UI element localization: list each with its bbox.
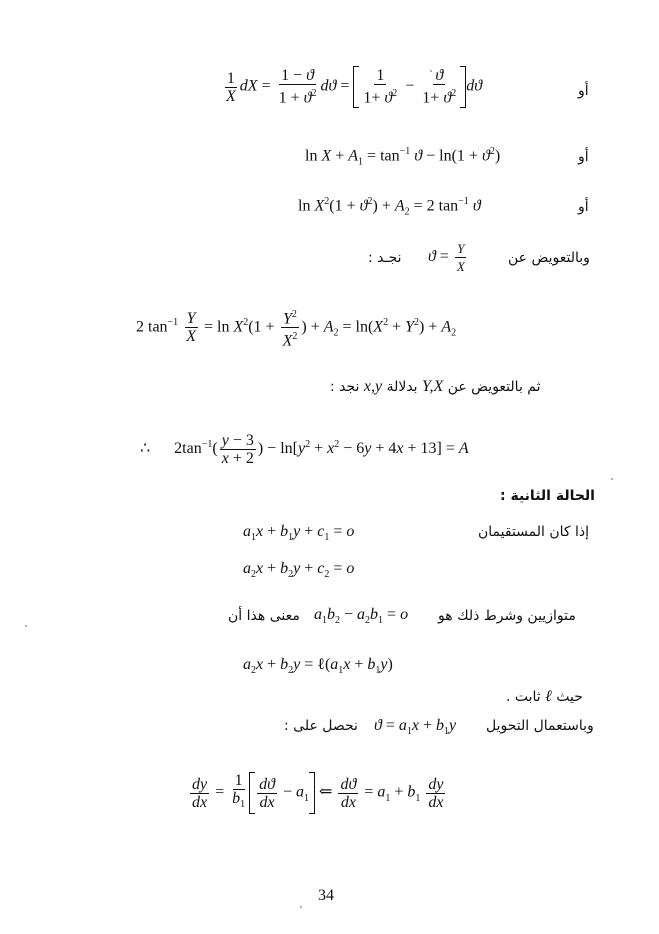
then-substitution-line xyxy=(330,378,541,396)
where-constant-line xyxy=(506,688,583,706)
page-number: 34 xyxy=(318,887,334,904)
equation-line-13: $\frac{dy}{dx}$ = $\frac{1}{b_1}$ $\frac{dϑ}{dx}$ − $a_1$ ⇐ $\frac{dϑ}{dx}$ = $a_1 + b_1$ $\frac{dy}{dx}$ xyxy=(188,772,447,814)
then-intro: ثم بالتعويض عن xyxy=(447,379,541,395)
equation-line-7: ∴ $2\tan^{-1}$( $\frac{y - 3}{x + 2}$ ) − $\ln[y^2 + x^2 - 6y + 4x + 13] = A$ xyxy=(140,432,469,467)
where-text: حيث xyxy=(556,689,583,705)
or-label: أو xyxy=(578,149,589,165)
or-label: أو xyxy=(578,199,589,215)
constant-text: ثابت . xyxy=(506,689,541,705)
equation-line-10: $a_2x + b_2y$ = $\ell(a_1x + b_1y)$ xyxy=(243,656,393,677)
then-end: نجد : xyxy=(330,379,360,395)
equation-line-2: $\ln X + A_1 = \tan^{-1} ϑ - \ln(1 + ϑ^2)$ xyxy=(305,146,501,168)
line-eq-1: $a_1x + b_1y + c_1 = o$ xyxy=(243,523,355,544)
parallel-condition: $a_1b_2 - a_2b_1 = o$ xyxy=(314,606,409,627)
then-mid: بدلالة xyxy=(386,379,418,395)
transform-expr: $ϑ = a_1x + b_1y$ xyxy=(374,717,457,738)
substitution-intro: وبالتعويض عن xyxy=(508,250,590,266)
if-lines: إذا كان المستقيمان xyxy=(478,524,590,540)
then-vars2: x,y xyxy=(363,378,383,395)
substitution-find: نجـد : xyxy=(368,250,402,266)
scan-speck xyxy=(430,70,432,72)
or-label: أو xyxy=(578,83,589,99)
equation-line-3: $\ln X^2(1 + ϑ^2) + A_2 = 2$ $\tan^{-1} ϑ$ xyxy=(298,196,481,218)
equation-line-1: $\frac{1}{X}$ dX = $\frac{1 - ϑ}{1 + ϑ^2}$ dϑ = $\frac{1}{1+ ϑ^2}$ − $\frac{ϑ}{1+ ϑ^2}$ dϑ xyxy=(226,67,483,107)
scan-speck xyxy=(611,478,613,480)
scan-speck xyxy=(25,625,27,627)
substitution-expr: ϑ = $\frac{Y}{X}$ xyxy=(428,241,465,274)
then-vars: Y,X xyxy=(422,378,444,395)
scan-speck xyxy=(300,906,302,908)
we-get-text: نحصل على : xyxy=(284,718,358,734)
equation-line-5: 2 $\tan^{-1}$ $\frac{Y}{X}$ = $\ln X^2(1$ + $\frac{Y^2}{X^2}$ ) + $A_2 = \ln(X^2 + Y^2) + A_2$ xyxy=(136,306,456,350)
using-transform-text: وباستعمال التحويل xyxy=(486,718,594,734)
ell-symbol: ℓ xyxy=(545,688,552,705)
case2-title: الحالة الثانية : xyxy=(500,488,595,504)
parallel-text: متوازيين وشرط ذلك هو xyxy=(438,608,576,624)
line-eq-2: $a_2x + b_2y + c_2 = o$ xyxy=(243,560,355,581)
meaning-text: معنى هذا أن xyxy=(228,608,300,624)
